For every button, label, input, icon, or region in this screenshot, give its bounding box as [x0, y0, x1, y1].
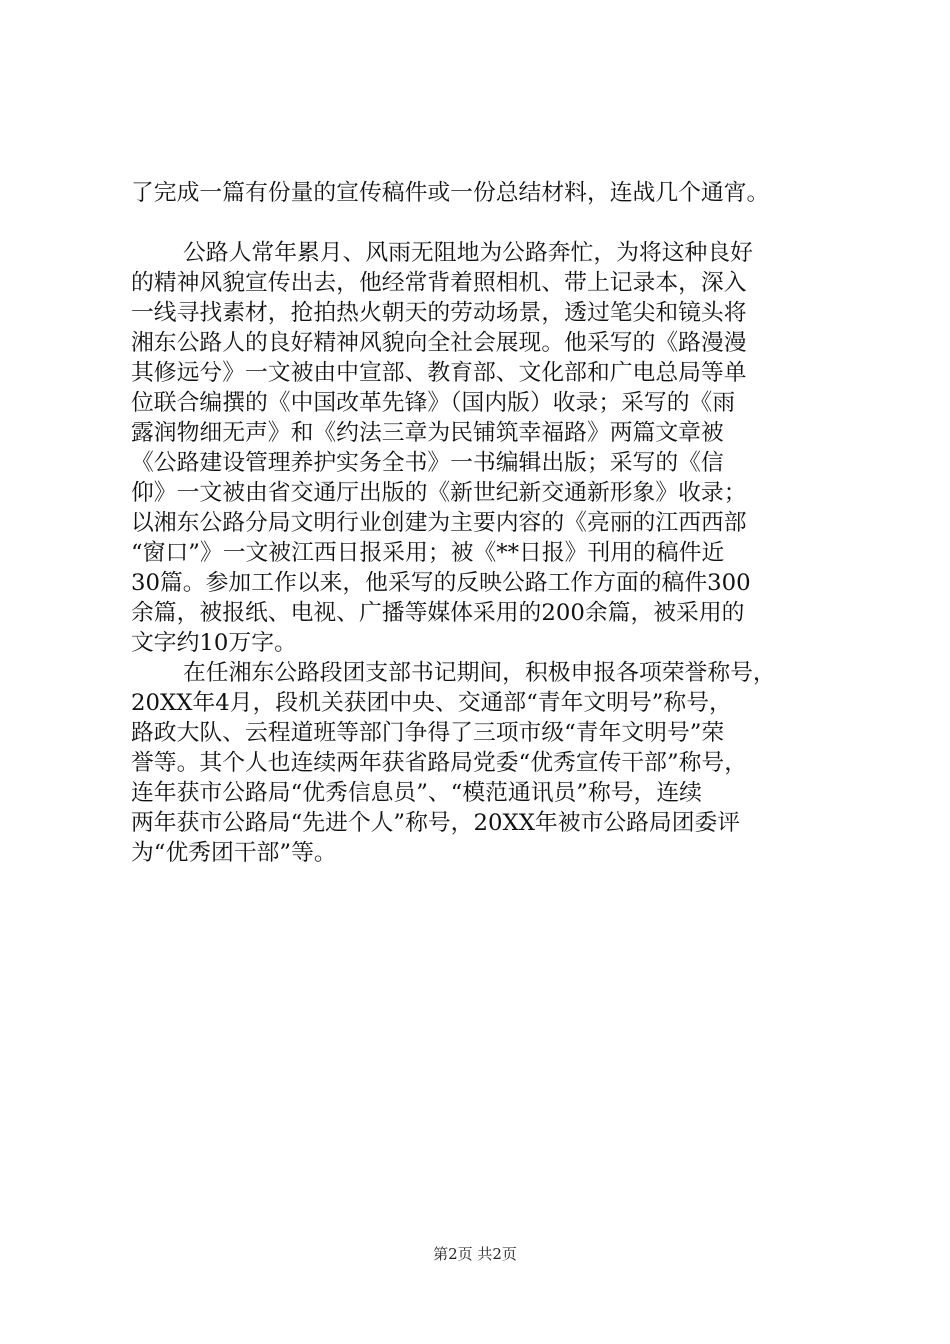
text-line: 30篇。参加工作以来，他采写的反映公路工作方面的稿件300: [131, 570, 751, 596]
text-line: 湘东公路人的良好精神风貌向全社会展现。他采写的《路漫漫: [131, 330, 747, 356]
paragraph-first-line: 在任湘东公路段团支部书记期间，积极申报各项荣誉称号，: [183, 660, 776, 686]
text-line: 誉等。其个人也连续两年获省路局党委“优秀宣传干部”称号，: [131, 750, 748, 776]
text-line: 余篇，被报纸、电视、广播等媒体采用的200余篇，被采用的: [131, 600, 745, 626]
text-line: 其修远兮》一文被由中宣部、教育部、文化部和广电总局等单: [131, 360, 747, 386]
text-line: 仰》一文被由省交通厅出版的《新世纪新交通新形象》收录；: [131, 480, 747, 506]
text-line: 20XX年4月，段机关获团中央、交通部“青年文明号”称号，: [131, 690, 732, 716]
text-line: 文字约10万字。: [131, 630, 297, 656]
text-line: 《公路建设管理养护实务全书》一书编辑出版；采写的《信: [131, 450, 724, 476]
text-line: 露润物细无声》和《约法三章为民铺筑幸福路》两篇文章被: [131, 420, 724, 446]
paragraph-first-line: 公路人常年累月、风雨无阻地为公路奔忙，为将这种良好: [183, 240, 753, 266]
text-line: 一线寻找素材，抢拍热火朝天的劳动场景，透过笔尖和镜头将: [131, 300, 747, 326]
page-number-footer: 第2页 共2页: [433, 1245, 517, 1263]
text-line: 了完成一篇有份量的宣传稿件或一份总结材料，连战几个通宵。: [131, 180, 770, 206]
text-line: 两年获市公路局“先进个人”称号，20XX年被市公路局团委评: [131, 810, 741, 836]
text-line: 以湘东公路分局文明行业创建为主要内容的《亮丽的江西西部: [131, 510, 747, 536]
text-line: 为“优秀团干部”等。: [131, 840, 337, 866]
text-line: 路政大队、云程道班等部门争得了三项市级“青年文明号”荣: [131, 720, 725, 746]
text-line: “窗口”》一文被江西日报采用；被《**日报》刊用的稿件近: [131, 540, 725, 566]
text-line: 位联合编撰的《中国改革先锋》（国内版）收录；采写的《雨: [131, 390, 736, 416]
text-line: 的精神风貌宣传出去，他经常背着照相机、带上记录本，深入: [131, 270, 747, 296]
text-line: 连年获市公路局“优秀信息员”、“模范通讯员”称号，连续: [131, 780, 702, 806]
